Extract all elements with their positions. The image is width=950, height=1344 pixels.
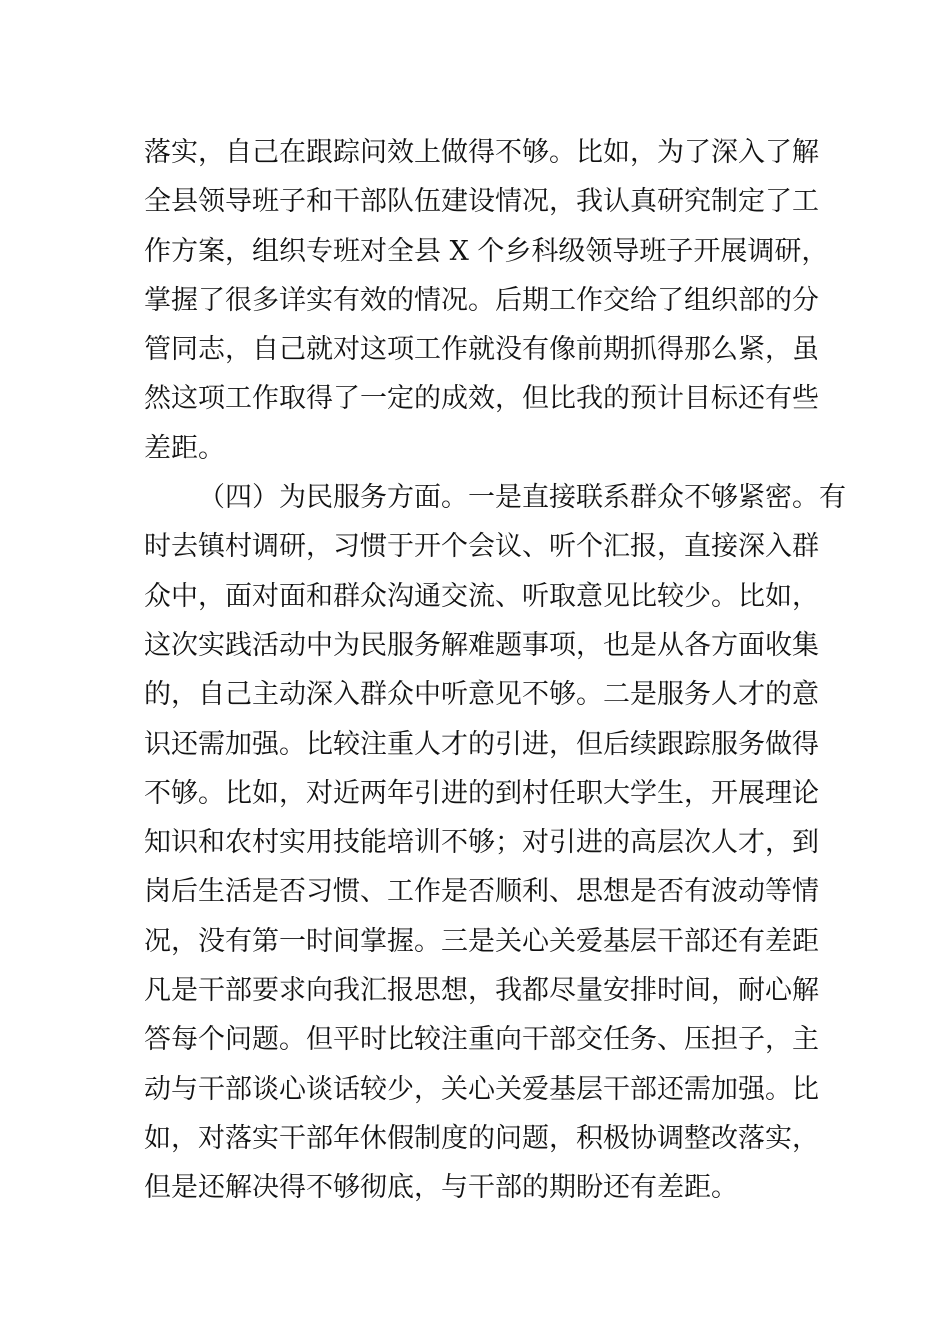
text-line: 识还需加强。比较注重人才的引进，但后续跟踪服务做得 bbox=[144, 728, 819, 760]
text-line: 但是还解决得不够彻底，与干部的期盼还有差距。 bbox=[144, 1172, 738, 1204]
text-line: 不够。比如，对近两年引进的到村任职大学生，开展理论 bbox=[144, 777, 819, 809]
text-line: 这次实践活动中为民服务解难题事项，也是从各方面收集 bbox=[144, 629, 819, 661]
text-line: 然这项工作取得了一定的成效，但比我的预计目标还有些 bbox=[144, 383, 819, 415]
text-line: 作方案，组织专班对全县 X 个乡科级领导班子开展调研， bbox=[144, 235, 829, 267]
text-line: 时去镇村调研，习惯于开个会议、听个汇报，直接深入群 bbox=[144, 531, 819, 563]
text-line: 如，对落实干部年休假制度的问题，积极协调整改落实， bbox=[144, 1122, 819, 1154]
text-line: 众中，面对面和群众沟通交流、听取意见比较少。比如， bbox=[144, 580, 819, 612]
text-line: 全县领导班子和干部队伍建设情况，我认真研究制定了工 bbox=[144, 186, 819, 218]
text-line: 掌握了很多详实有效的情况。后期工作交给了组织部的分 bbox=[144, 284, 819, 316]
text-line: 答每个问题。但平时比较注重向干部交任务、压担子，主 bbox=[144, 1024, 819, 1056]
section-heading-line: （四）为民服务方面。一是直接联系群众不够紧密。有 bbox=[198, 482, 846, 514]
text-line: 凡是干部要求向我汇报思想，我都尽量安排时间，耐心解 bbox=[144, 975, 819, 1007]
text-line: 况，没有第一时间掌握。三是关心关爱基层干部还有差距 bbox=[144, 925, 819, 957]
text-line: 岗后生活是否习惯、工作是否顺利、思想是否有波动等情 bbox=[144, 876, 819, 908]
text-line: 管同志，自己就对这项工作就没有像前期抓得那么紧，虽 bbox=[144, 334, 819, 366]
text-line: 的，自己主动深入群众中听意见不够。二是服务人才的意 bbox=[144, 679, 819, 711]
text-line: 差距。 bbox=[144, 432, 225, 464]
text-line: 知识和农村实用技能培训不够；对引进的高层次人才，到 bbox=[144, 827, 819, 859]
text-line: 落实，自己在跟踪问效上做得不够。比如，为了深入了解 bbox=[144, 137, 819, 168]
body-text bbox=[144, 128, 846, 1213]
text-line: 动与干部谈心谈话较少，关心关爱基层干部还需加强。比 bbox=[144, 1073, 819, 1105]
